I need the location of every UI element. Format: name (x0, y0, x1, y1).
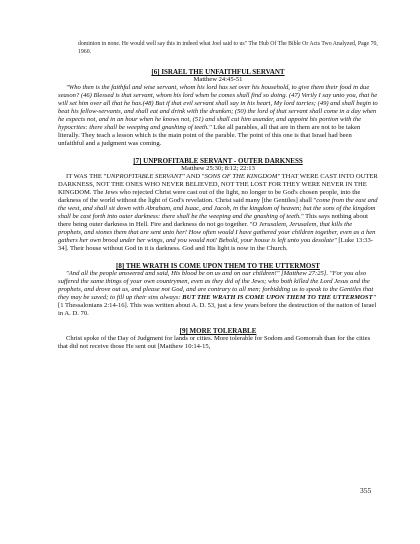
section-7-italic-2: SONS OF THE KINGDOM" (204, 173, 281, 180)
section-6-scripture: "Who then is the faithful and wise servant, whom his lord has set over his household, to give them their food in due season? (46) Blessed is that servant, whom his lord when he comes shall find so doing. (47) Verily I say unto you, that he will set him over all that he has.(48) But if that evil servant shall say in his heart, My lord tarries; (49) and shall begin to beat his fellow-servants, and shall eat and drink with the drunken; (50) the lord of that servant shall come in a day when he expects not, and in an hour when he knows not, (51) and shall cut him asunder, and appoint his portion with the hypocrites: there shall be weeping and gnashing of teeth." (58, 84, 378, 131)
section-6-commentary: Like all parables, all that are in them are not to be taken literally. They teach a lesson which is the main point of the parable. The point of this one is that Israel had been unfaithful and a judgment was coming. (58, 124, 361, 147)
section-8-heading: [8] THE WRATH IS COME UPON THEM TO THE UTTERMOST (116, 262, 320, 270)
section-6-heading: [6] ISRAEL THE UNFAITHFUL SERVANT (151, 68, 285, 76)
section-7-reference: Matthew 25:30; 8:12; 22:13 (181, 165, 255, 172)
section-9-heading: [9] MORE TOLERABLE (179, 327, 257, 335)
section-7-italic-1: UNPROFITABLE SERVANT" (106, 173, 185, 180)
section-9-paragraph (58, 335, 378, 351)
section-7-heading: [7] UNPROFITABLE SERVANT - OUTER DARKNESS (133, 157, 303, 165)
section-7-italic-4: O Jerusalem, Jerusalem, that kills the prophets, and stones them that are sent unto her! How often would I have gathered your children together, even as a hen gathers her own brood under her wings, and you would not! Behold, your house is left unto you desolate" (58, 221, 376, 244)
section-8-commentary: [1 Thessalonians 2:14-16]. This was written about A. D. 53, just a few years before the destruction of the nation of Israel in A. D. 70. (58, 302, 377, 317)
section-7-text-3: THAT WERE CAST INTO OUTER DARKNESS, NOT THE ONES WHO NEVER BELIEVED, NOT THE LOST FOR THEY WERE NEVER IN THE KINGDOM. The Jews who rejected Christ were cast out of the light, no longer to be God's chosen people, into the darkness of the world without the light of God's revelation. Christ said many [the Gentiles] shall " (58, 173, 378, 204)
section-8-emphasis: BUT THE WRATH IS COME UPON THEM TO THE UTTERMOST" (182, 294, 377, 301)
section-6-reference: Matthew 24:45-51 (193, 76, 243, 83)
page-content (58, 40, 378, 360)
page-number: 355 (360, 486, 372, 495)
section-7-italic-3: come from the east and the west, and shall sit down with Abraham, and Isaac, and Jacob, in the kingdom of heaven; but the sons of the kingdom shall be cast forth into outer darkness: there shall be the weeping and the gnashing of teeth." (58, 197, 378, 220)
section-7-text-5: [Luke 13:33-34]. Their house without God in it is darkness. God and His light is now in the Church. (58, 237, 373, 252)
section-7-text-1: IT WAS THE " (66, 173, 107, 180)
section-9-text: Christ spoke of the Day of Judgment for lands or cities. More tolerable for Sodom and Gomorrah than for the cities that did not receive those He sent out [Matthew 10:14-15, (58, 335, 371, 350)
section-7-text-4: This says nothing about there being outer darkness in Hell. Fire and darkness do not go together. " (58, 213, 368, 228)
section-8-scripture: "And all the people answered and said, His blood be on us and on our children!" [Matthew 27:25]. "For you also suffered the same things of your own countrymen, even as they did of the Jews; who both killed the Lord Jesus and the prophets, and drove out us, and please not God, and are contrary to all men; forbidding us to speak to the Gentiles that they may be saved; to fill up their sins always: (58, 270, 374, 301)
section-7-text-2: AND " (184, 173, 205, 180)
intro-quote: dominion in none. He would well say this in indeed what Joel said to us" The Hub Of The Bible Or Acts Two Analyzed, Page 70, 1960. (78, 41, 378, 55)
section-6-paragraph (58, 84, 378, 148)
section-7-paragraph (58, 173, 378, 253)
section-8-paragraph (58, 270, 378, 318)
